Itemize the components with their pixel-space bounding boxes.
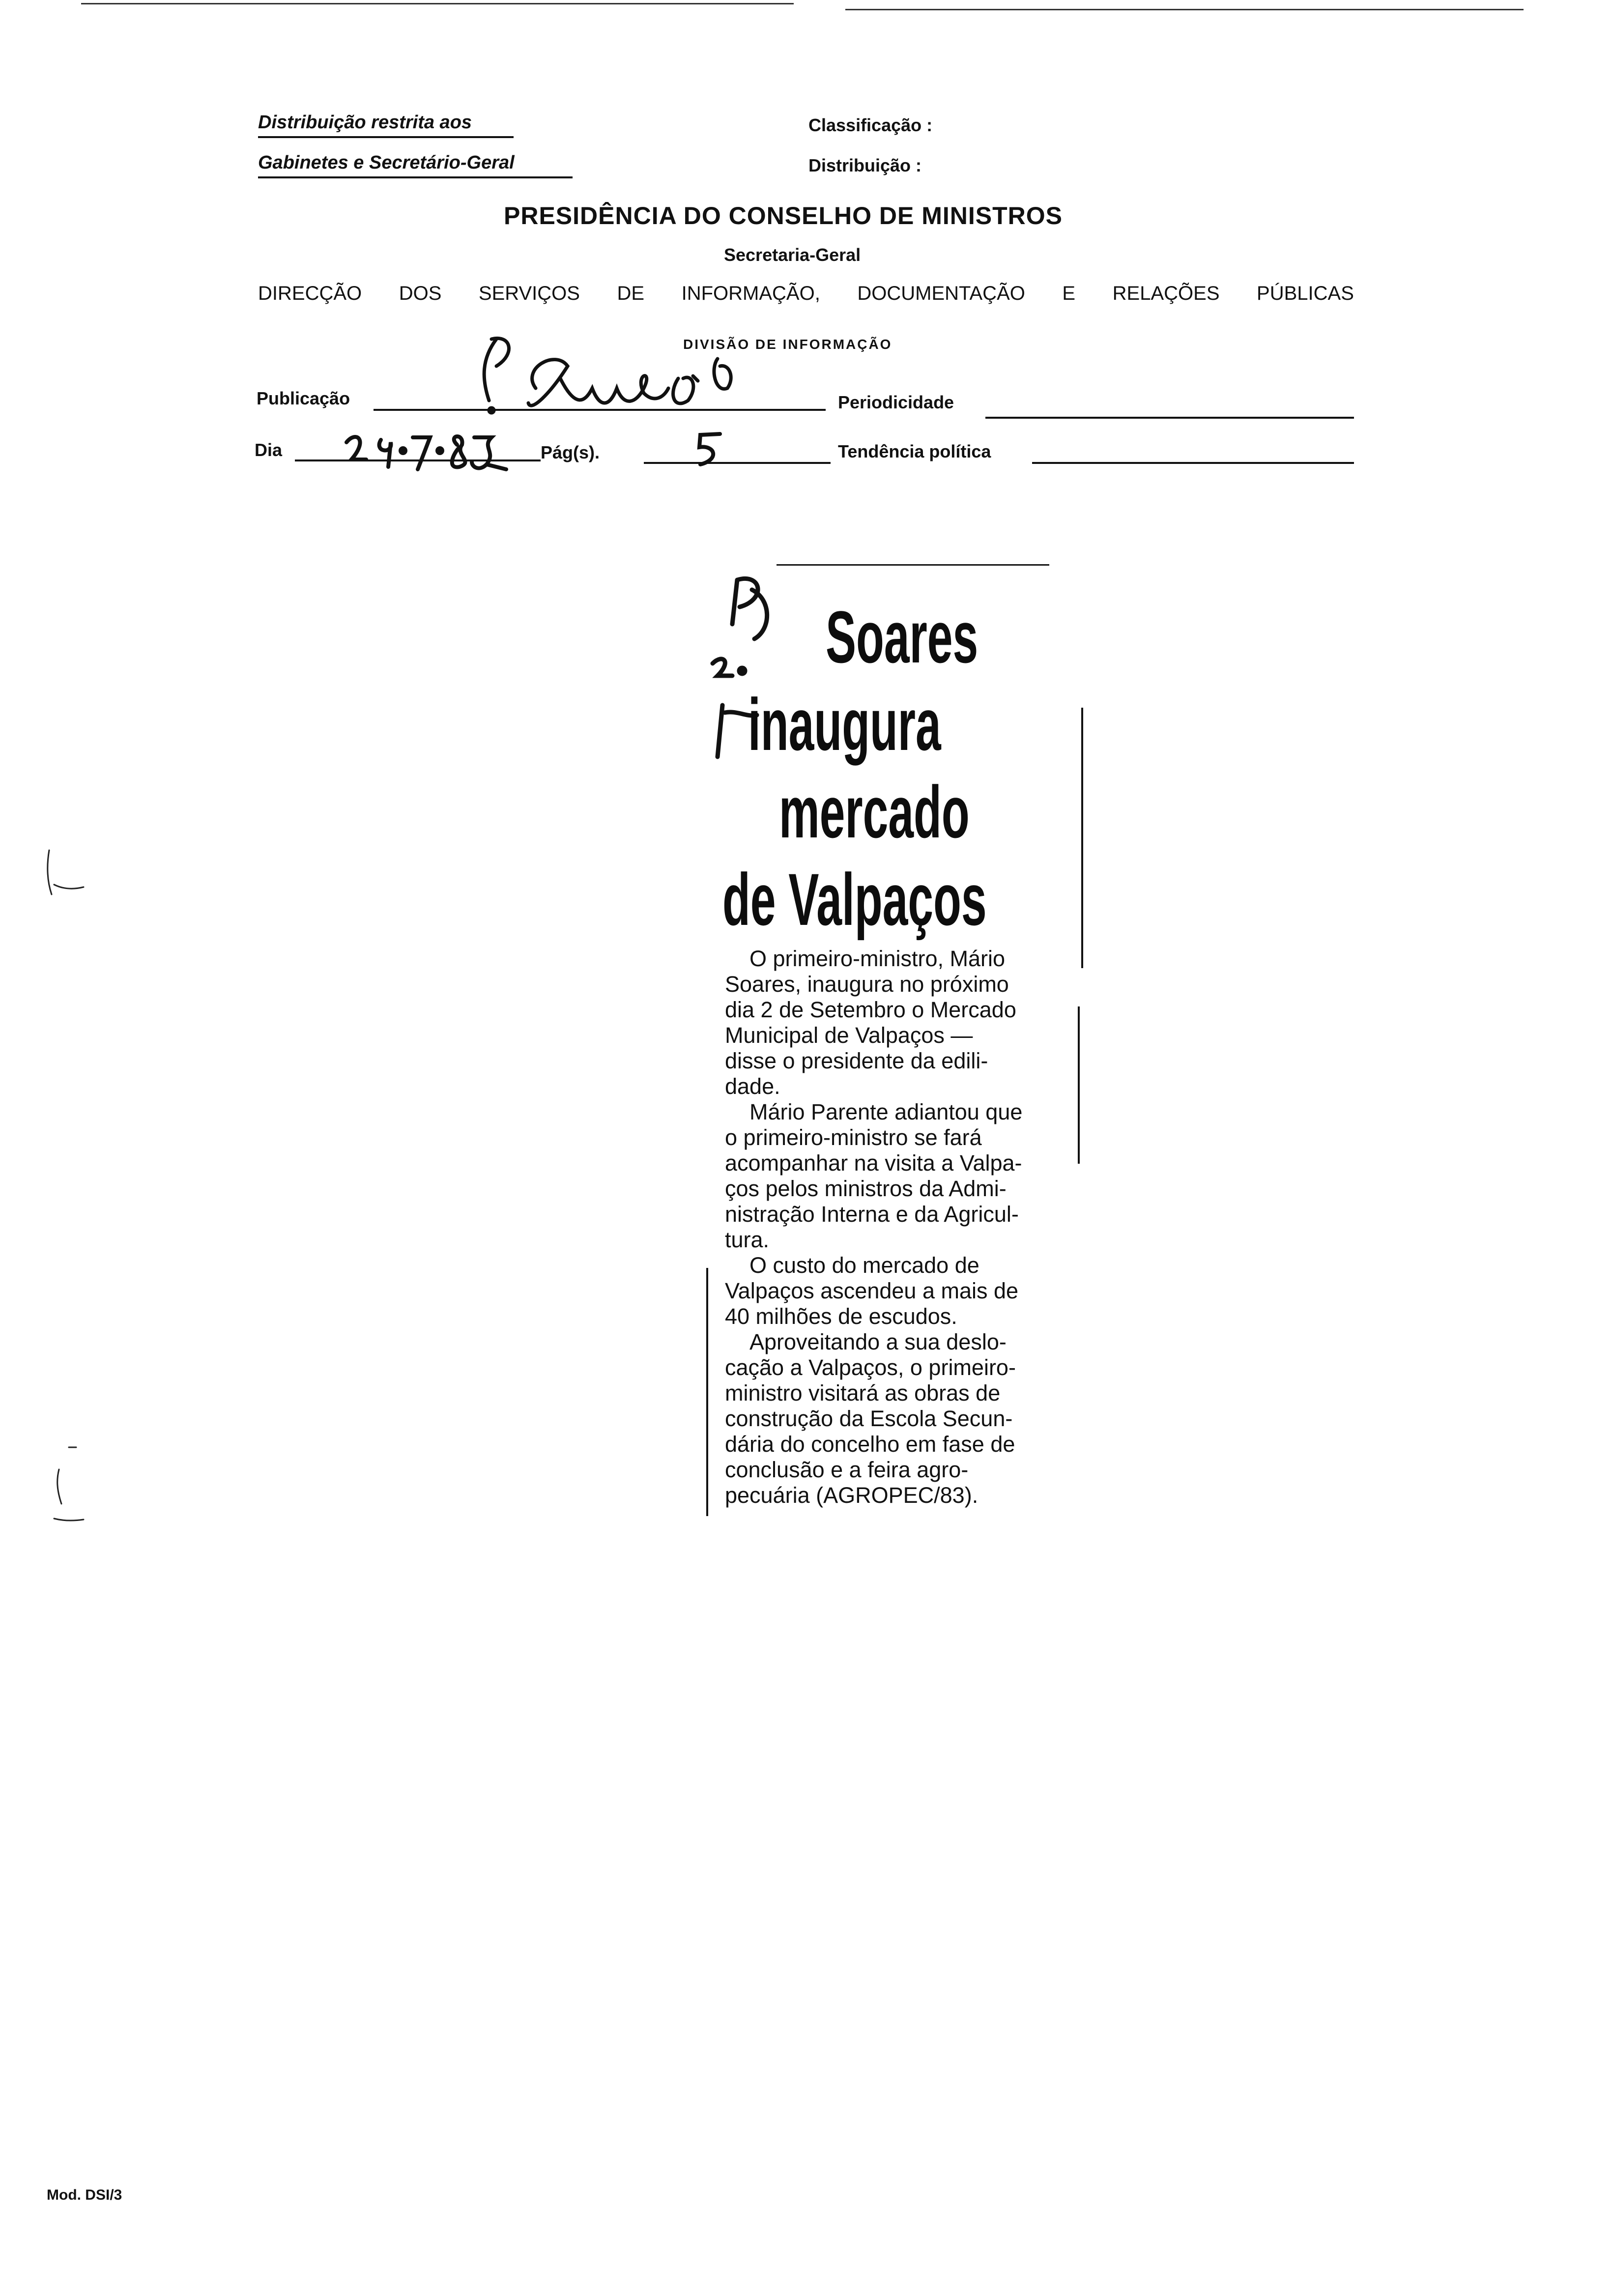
article-line: dade. [725,1074,780,1099]
distribution-restriction-line2: Gabinetes e Secretário-Geral [258,152,573,178]
direccao-word: DE [617,283,645,304]
top-rule-right [845,9,1524,10]
distribuicao-label: Distribuição : [808,155,922,175]
clipping-right-border-bottom [1078,1006,1080,1164]
clipping-left-border [706,1268,708,1516]
direccao-word: SERVIÇOS [478,283,580,304]
handwritten-date-annotation [339,425,536,479]
article-line: ços pelos ministros da Admi- [725,1176,1007,1201]
direccao-word: PÚBLICAS [1257,283,1354,304]
distribution-restriction-line1: Distribuição restrita aos [258,112,514,138]
article-line: O primeiro-ministro, Mário [749,946,1006,971]
article-line: ministro visitará as obras de [725,1380,1001,1406]
article-line: Mário Parente adiantou que [749,1099,1023,1124]
article-line: o primeiro-ministro se fará [725,1125,982,1150]
article-headline-line3: mercado [779,771,970,853]
article-line: construção da Escola Secun- [725,1406,1013,1431]
article-headline-line1: Soares [826,596,979,678]
article-body [725,946,1044,1508]
article-line: Municipal de Valpaços — [725,1023,973,1048]
direccao-word: DOS [399,283,442,304]
article-line: cação a Valpaços, o primeiro- [725,1355,1016,1380]
article-line: dária do concelho em fase de [725,1432,1015,1457]
pags-underline [644,462,831,464]
handwritten-page-annotation [691,430,735,469]
article-line: tura. [725,1227,770,1252]
article-line: acompanhar na visita a Valpa- [725,1150,1022,1176]
article-line: disse o presidente da edili- [725,1048,988,1073]
classificacao-label: Classificação : [808,115,933,135]
tendencia-politica-label: Tendência política [838,441,991,461]
direccao-word: DOCUMENTAÇÃO [857,283,1025,304]
publicacao-label: Publicação [257,388,350,408]
scan-mark-left [39,835,98,1523]
tendencia-underline [1032,462,1354,464]
article-line: 40 milhões de escudos. [725,1304,957,1329]
divisao-informacao: DIVISÃO DE INFORMAÇÃO [683,337,892,352]
dia-label: Dia [255,440,283,460]
direccao-word: DIRECÇÃO [258,283,362,304]
article-paragraph [725,1253,1044,1329]
top-rule-left [81,3,794,4]
pags-label: Pág(s). [541,442,600,462]
clipping-top-rule [777,564,1049,566]
periodicidade-label: Periodicidade [838,392,954,412]
article-line: Valpaços ascendeu a mais de [725,1278,1019,1303]
article-line: conclusão e a feira agro- [725,1457,969,1482]
clipping-right-border-top [1081,708,1083,968]
article-line: dia 2 de Setembro o Mercado [725,997,1016,1022]
article-line: nistração Interna e da Agricul- [725,1202,1019,1227]
article-line: Aproveitando a sua deslo- [749,1329,1007,1354]
periodicidade-underline [985,417,1354,419]
direccao-heading [258,283,1354,305]
article-paragraph [725,1329,1044,1508]
form-model-code: Mod. DSI/3 [47,2187,122,2203]
secretaria-geral: Secretaria-Geral [724,245,861,265]
article-line: Soares, inaugura no próximo [725,972,1009,997]
direccao-word: RELAÇÕES [1112,283,1220,304]
article-headline-line4: de Valpaços [722,858,987,941]
direccao-word: INFORMAÇÃO, [681,283,820,304]
article-headline-line2: inaugura [748,683,941,766]
article-line: pecuária (AGROPEC/83). [725,1483,979,1508]
direccao-word: E [1062,283,1076,304]
presidencia-title: PRESIDÊNCIA DO CONSELHO DE MINISTROS [504,202,1063,230]
article-paragraph [725,1099,1044,1253]
article-paragraph [725,946,1044,1099]
handwritten-publication-annotation [462,319,737,423]
article-line: O custo do mercado de [749,1253,979,1278]
